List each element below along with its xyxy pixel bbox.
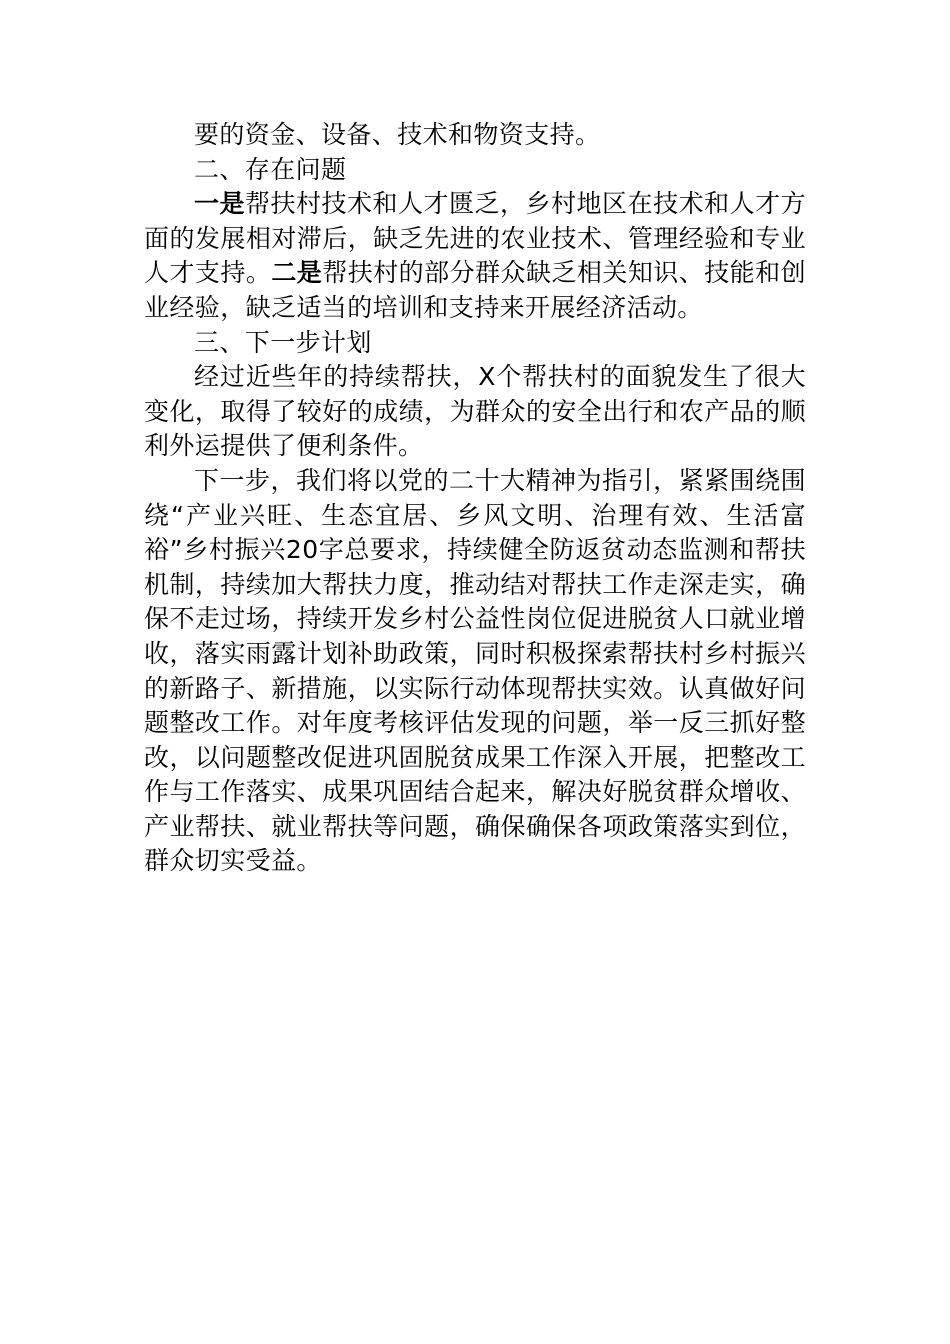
point2-text: 帮扶村的部分群众缺乏相关知识、技能和创业经验，缺乏适当的培训和支持来开展经济活动。 <box>144 258 806 322</box>
next-steps-paragraph-2: 下一步，我们将以党的二十大精神为指引，紧紧围绕围绕“产业兴旺、生态宜居、乡风文明、治理有效、生活富裕”乡村振兴20字总要求，持续健全防返贫动态监测和帮扶机制，持续加大帮扶力度，推动结对帮扶工作走深走实，确保不走过场，持续开发乡村公益性岗位促进脱贫人口就业增收，落实雨露计划补助政策，同时积极探索帮扶村乡村振兴的新路子、新措施，以实际行动体现帮扶实效。认真做好问题整改工作。对年度考核评估发现的问题，举一反三抓好整改，以问题整改促进巩固脱贫成果工作深入开展，把整改工作与工作落实、成果巩固结合起来，解决好脱贫群众增收、产业帮扶、就业帮扶等问题，确保确保各项政策落实到位，群众切实受益。 <box>144 465 806 876</box>
section-heading-next-steps: 三、下一步计划 <box>194 327 372 357</box>
point1-text: 帮扶村技术和人才匮乏，乡村地区在技术和人才方面的发展相对滞后，缺乏先进的农业技术、管理经验和专业人才支持。 <box>144 189 806 288</box>
section-heading-problems: 二、存在问题 <box>194 154 347 184</box>
document-page <box>144 118 806 879</box>
point2-marker: 二是 <box>271 258 323 288</box>
next-steps-paragraph-1: 经过近些年的持续帮扶，X个帮扶村的面貌发生了很大变化，取得了较好的成绩，为群众的安全出行和农产品的顺利外运提供了便利条件。 <box>144 362 806 461</box>
problems-paragraph <box>144 187 806 325</box>
point1-marker: 一是 <box>194 189 246 219</box>
continued-paragraph: 要的资金、设备、技术和物资支持。 <box>194 120 601 149</box>
